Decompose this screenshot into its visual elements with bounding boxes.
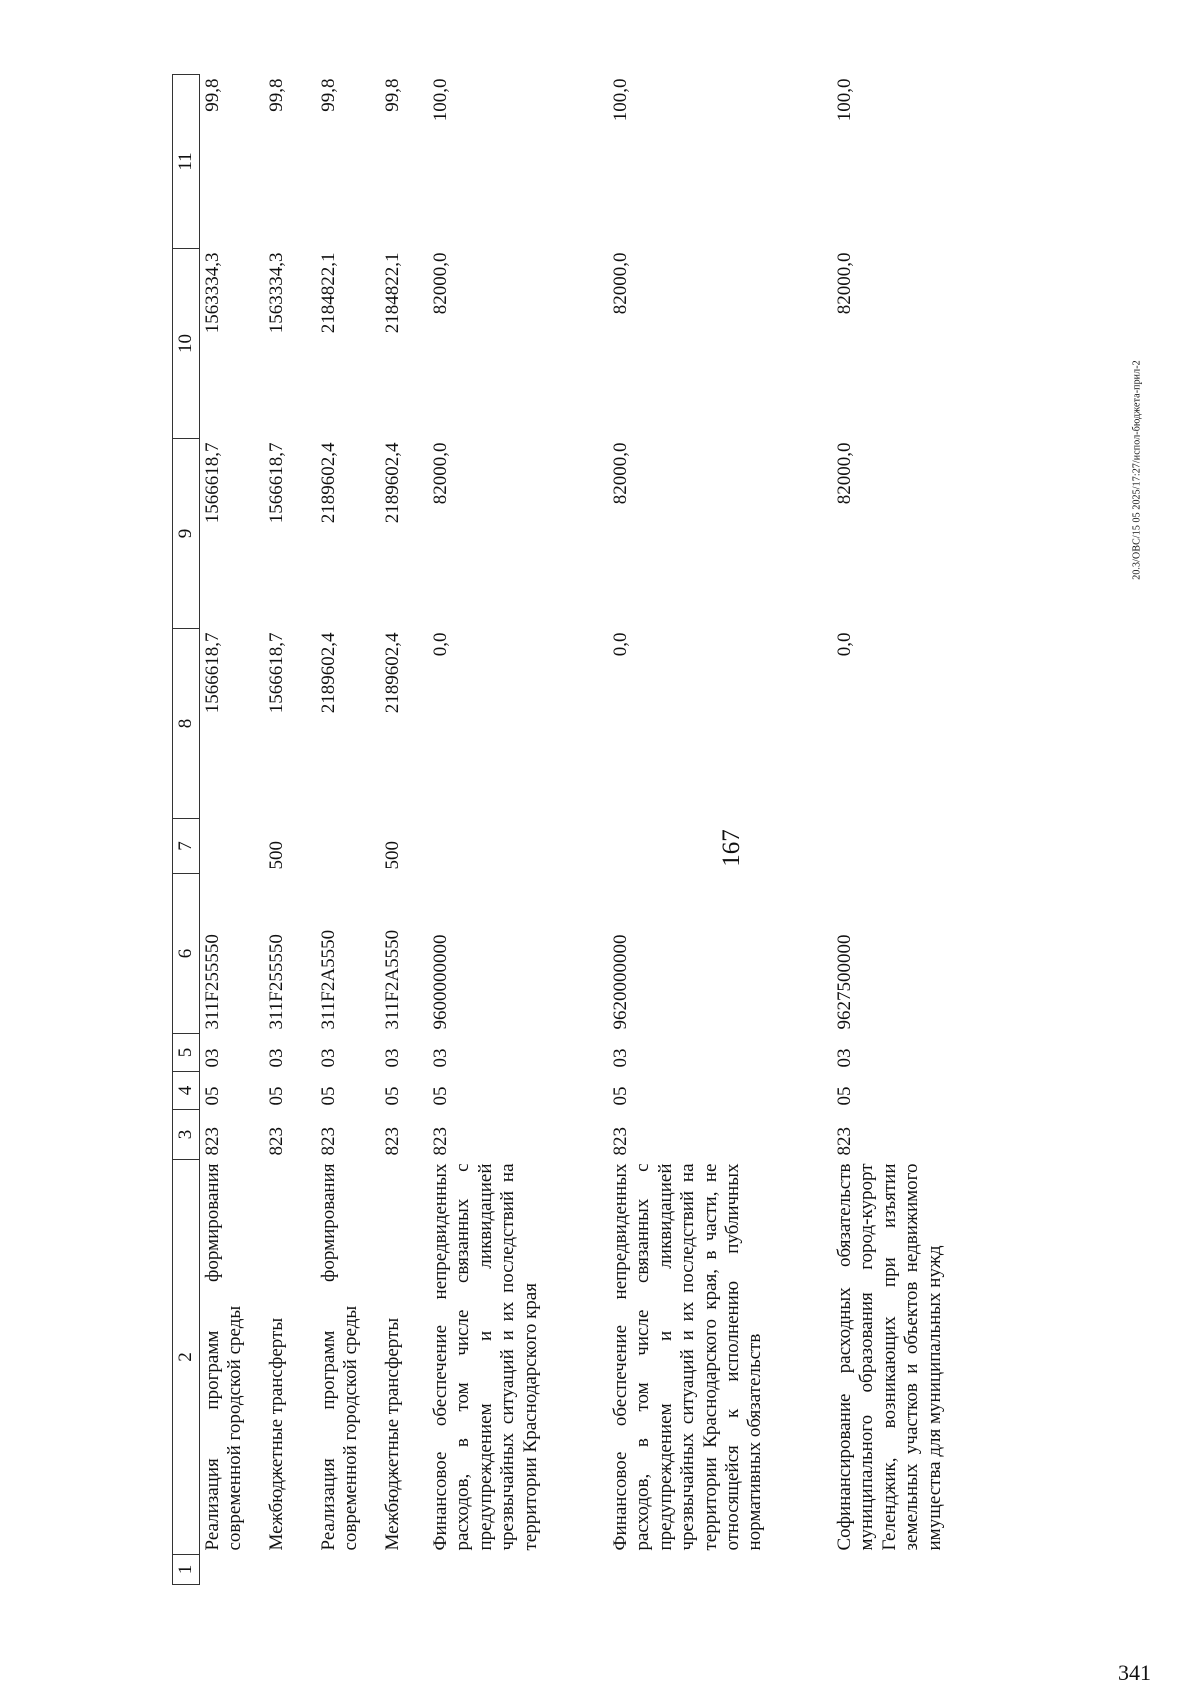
cell-subsection: 03 xyxy=(266,1048,287,1068)
cell-amount-8: 1566618,7 xyxy=(202,632,223,714)
cell-target-article: 311F255550 xyxy=(266,934,287,1030)
col-header-11: 11 xyxy=(173,75,200,249)
header-row xyxy=(173,75,200,1585)
cell-amount-8: 2189602,4 xyxy=(318,632,339,714)
col-header-2: 2 xyxy=(173,1160,200,1555)
cell-amount-9: 82000,0 xyxy=(610,442,631,505)
cell-description: Реализация программ формирования современной городской среды xyxy=(202,1163,246,1551)
table-row xyxy=(316,75,380,1585)
cell-amount-8: 0,0 xyxy=(834,632,855,657)
cell-description: Софинансирование расходных обязательств муниципального образования город-курорт Геленджик, возникающих при изъятии земельных участков и объектов недвижимого имущества для муниципальных нужд xyxy=(834,1163,945,1551)
cell-expense-type: 500 xyxy=(266,841,287,870)
cell-percent: 100,0 xyxy=(834,78,855,122)
table-row xyxy=(200,75,265,1585)
cell-amount-8: 0,0 xyxy=(430,632,451,657)
cell-expense-type xyxy=(428,819,608,874)
cell-amount-8: 2189602,4 xyxy=(382,632,403,714)
cell-ministry: 823 xyxy=(834,1127,855,1156)
cell-col1 xyxy=(200,1555,265,1585)
table-row xyxy=(380,75,428,1585)
cell-amount-9: 2189602,4 xyxy=(382,442,403,524)
table-row xyxy=(428,75,608,1585)
cell-amount-9: 2189602,4 xyxy=(318,442,339,524)
cell-col1 xyxy=(380,1555,428,1585)
cell-col1 xyxy=(832,1555,1006,1585)
cell-ministry: 823 xyxy=(382,1127,403,1156)
cell-percent: 100,0 xyxy=(610,78,631,122)
table-row xyxy=(264,75,316,1585)
cell-section: 05 xyxy=(382,1086,403,1106)
cell-amount-9: 82000,0 xyxy=(430,442,451,505)
cell-ministry: 823 xyxy=(318,1127,339,1156)
cell-target-article: 9620000000 xyxy=(610,934,631,1030)
cell-target-article: 9627500000 xyxy=(834,934,855,1030)
col-header-6: 6 xyxy=(173,874,200,1034)
cell-amount-10: 1563334,3 xyxy=(202,252,223,334)
col-header-3: 3 xyxy=(173,1110,200,1160)
cell-ministry: 823 xyxy=(266,1127,287,1156)
cell-expense-type xyxy=(200,819,265,874)
cell-target-article: 311F2A5550 xyxy=(318,929,339,1030)
cell-target-article: 9600000000 xyxy=(430,934,451,1030)
budget-table xyxy=(172,74,1006,1585)
cell-target-article: 311F2A5550 xyxy=(382,929,403,1030)
cell-expense-type xyxy=(608,819,832,874)
cell-amount-8: 0,0 xyxy=(610,632,631,657)
cell-col1 xyxy=(316,1555,380,1585)
col-header-5: 5 xyxy=(173,1034,200,1072)
cell-amount-10: 2184822,1 xyxy=(382,252,403,334)
cell-subsection: 03 xyxy=(610,1048,631,1068)
cell-amount-10: 82000,0 xyxy=(834,252,855,315)
cell-subsection: 03 xyxy=(834,1048,855,1068)
cell-col1 xyxy=(428,1555,608,1585)
cell-amount-10: 82000,0 xyxy=(430,252,451,315)
table-row xyxy=(608,75,832,1585)
cell-section: 05 xyxy=(430,1086,451,1106)
cell-amount-10: 2184822,1 xyxy=(318,252,339,334)
cell-subsection: 03 xyxy=(382,1048,403,1068)
cell-percent: 100,0 xyxy=(430,78,451,122)
cell-section: 05 xyxy=(202,1086,223,1106)
cell-subsection: 03 xyxy=(202,1048,223,1068)
cell-subsection: 03 xyxy=(318,1048,339,1068)
col-header-1: 1 xyxy=(173,1555,200,1585)
cell-subsection: 03 xyxy=(430,1048,451,1068)
cell-description: Реализация программ формирования современной городской среды xyxy=(318,1163,362,1551)
cell-section: 05 xyxy=(610,1086,631,1106)
cell-section: 05 xyxy=(266,1086,287,1106)
cell-description: Финансовое обеспечение непредвиденных расходов, в том числе связанных с предупреждением и ликвидацией чрезвычайных ситуаций и их последствий на территории Краснодарского края xyxy=(430,1163,541,1551)
cell-target-article: 311F255550 xyxy=(202,934,223,1030)
cell-expense-type: 500 xyxy=(382,841,403,870)
cell-percent: 99,8 xyxy=(266,78,287,112)
cell-ministry: 823 xyxy=(202,1127,223,1156)
col-header-8: 8 xyxy=(173,629,200,819)
cell-expense-type xyxy=(316,819,380,874)
cell-amount-8: 1566618,7 xyxy=(266,632,287,714)
col-header-7: 7 xyxy=(173,819,200,874)
col-header-10: 10 xyxy=(173,249,200,439)
cell-expense-type xyxy=(832,819,1006,874)
cell-description: Финансовое обеспечение непредвиденных расходов, в том числе связанных с предупреждением и ликвидацией чрезвычайных ситуаций и их последствий на территории Краснодарского края, в части, не относящейся к исполнению публичных нормативных обязательств xyxy=(610,1163,766,1551)
cell-section: 05 xyxy=(318,1086,339,1106)
page-number-bottom: 341 xyxy=(1118,1660,1151,1685)
col-header-4: 4 xyxy=(173,1072,200,1110)
cell-amount-10: 82000,0 xyxy=(610,252,631,315)
cell-percent: 99,8 xyxy=(202,78,223,112)
budget-table-container xyxy=(172,75,956,1585)
cell-description: Межбюджетные трансферты xyxy=(382,1317,403,1551)
cell-description: Межбюджетные трансферты xyxy=(266,1317,287,1551)
cell-amount-10: 1563334,3 xyxy=(266,252,287,334)
cell-col1 xyxy=(264,1555,316,1585)
cell-amount-9: 1566618,7 xyxy=(266,442,287,524)
cell-ministry: 823 xyxy=(430,1127,451,1156)
file-code: 20.3/ОВС/15 05 2025/17:27/испол-бюджета-прил-2 xyxy=(1131,360,1143,580)
table-row xyxy=(832,75,1006,1585)
col-header-9: 9 xyxy=(173,439,200,629)
page-number-top: 167 xyxy=(718,829,745,867)
cell-percent: 99,8 xyxy=(382,78,403,112)
cell-section: 05 xyxy=(834,1086,855,1106)
cell-amount-9: 82000,0 xyxy=(834,442,855,505)
cell-amount-9: 1566618,7 xyxy=(202,442,223,524)
cell-ministry: 823 xyxy=(610,1127,631,1156)
cell-col1 xyxy=(608,1555,832,1585)
cell-percent: 99,8 xyxy=(318,78,339,112)
